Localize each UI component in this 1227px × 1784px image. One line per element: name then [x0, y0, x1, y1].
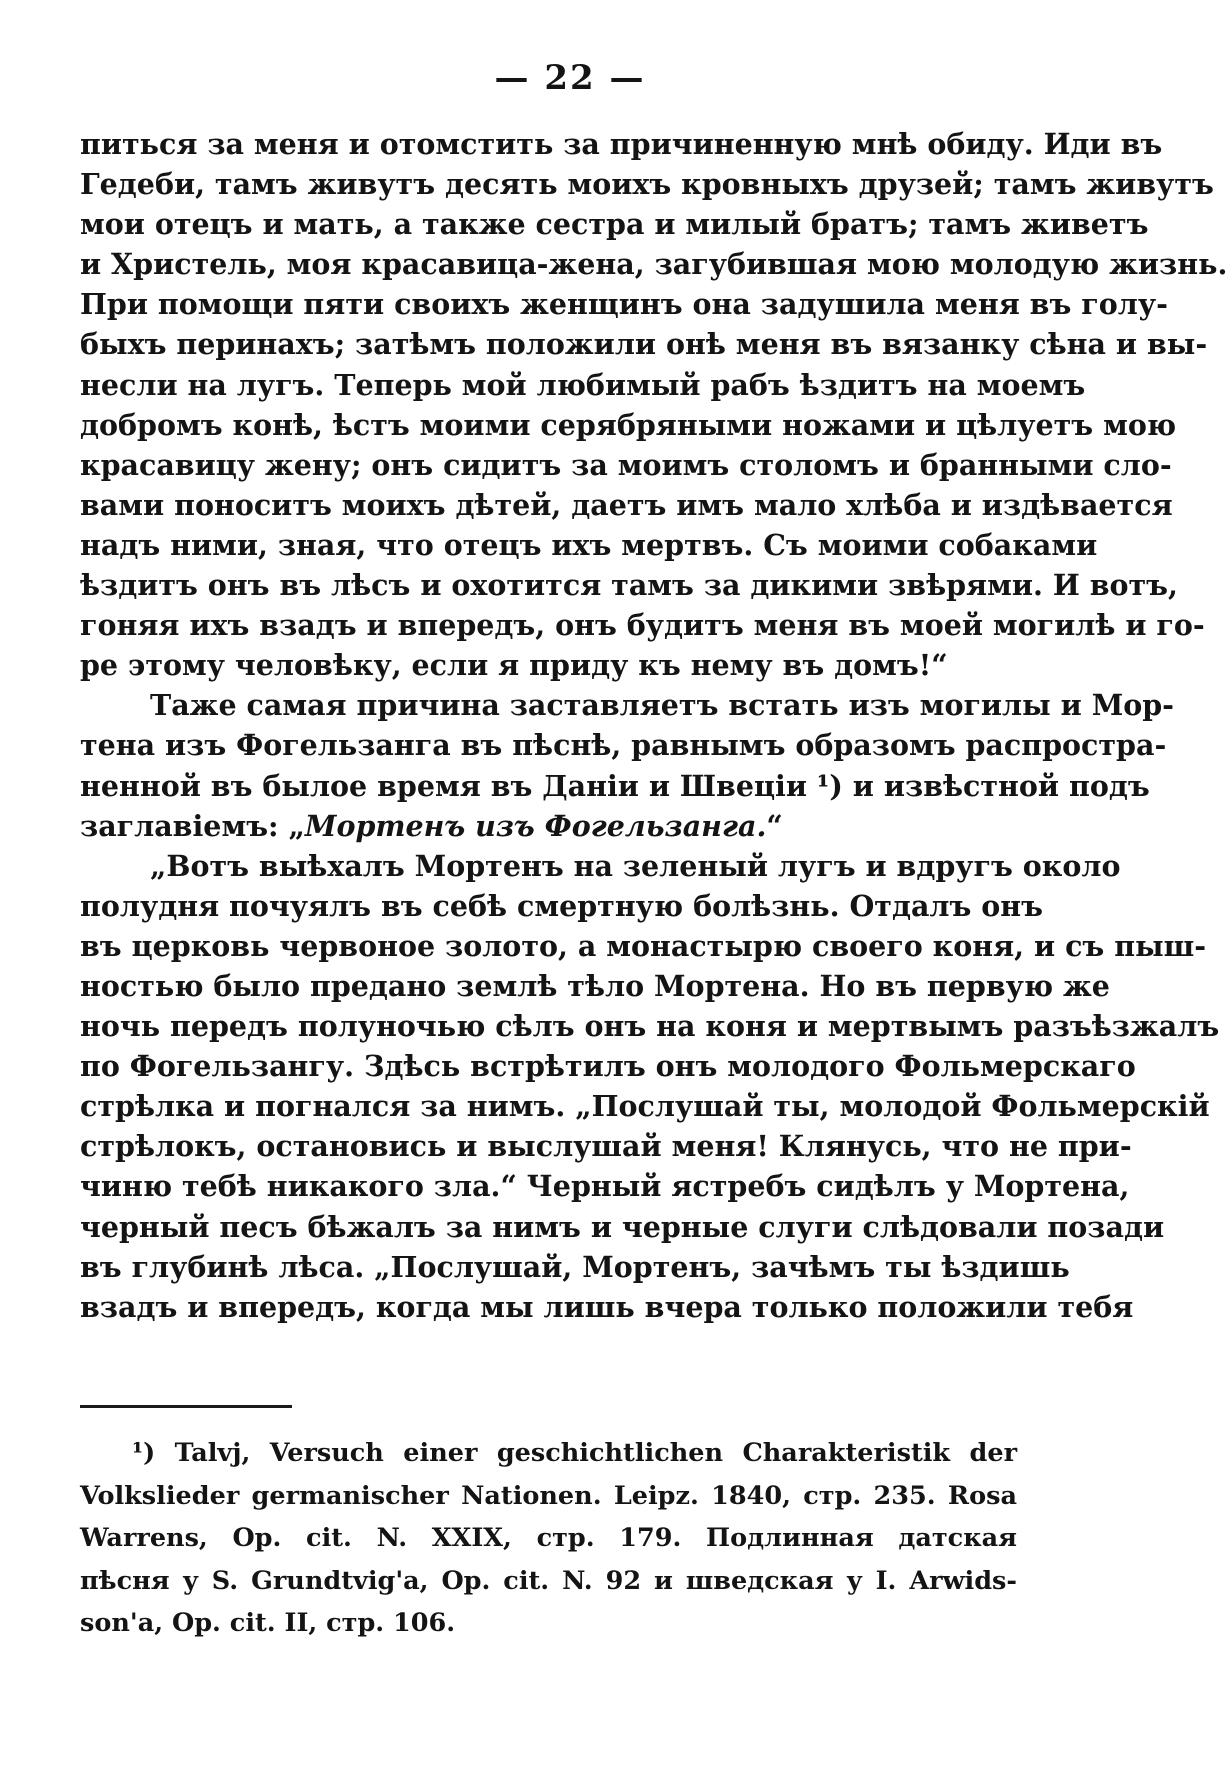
text-line: ре этому человѣку, если я приду къ нему въ домъ!“: [80, 648, 948, 683]
text-line: мои отецъ и мать, а также сестра и милый братъ; тамъ живетъ: [80, 207, 1149, 242]
text-line: по Фогельзангу. Здѣсь встрѣтилъ онъ молодого Фольмерскаго: [80, 1049, 1136, 1084]
text-line: ночь передъ полуночью сѣлъ онъ на коня и мертвымъ разъѣзжалъ: [80, 1009, 1220, 1044]
footnote-divider: [80, 1405, 292, 1408]
title-suffix: “: [766, 808, 783, 843]
footnote-line: ¹) Talvj, Versuch einer geschichtlichen Charakteristik der: [132, 1438, 1017, 1468]
main-text: [80, 124, 1227, 1327]
footnote-line: Warrens, Op. cit. N. XXIX, стр. 179. Подлинная датская: [80, 1523, 1017, 1553]
title-prefix: заглавіемъ: „: [80, 808, 305, 843]
text-line: надъ ними, зная, что отецъ ихъ мертвъ. Съ моими собаками: [80, 527, 1098, 562]
text-line: красавицу жену; онъ сидитъ за моимъ столомъ и бранными сло-: [80, 447, 1172, 482]
text-line: стрѣлка и погнался за нимъ. „Послушай ты, молодой Фольмерскій: [80, 1089, 1210, 1124]
text-line: взадъ и впередъ, когда мы лишь вчера только положили тебя: [80, 1289, 1134, 1324]
text-line: чиню тебѣ никакого зла.“ Черный ястребъ сидѣлъ у Мортена,: [80, 1169, 1130, 1204]
text-line: Гедеби, тамъ живутъ десять моихъ кровныхъ друзей; тамъ живутъ: [80, 167, 1214, 202]
footnote-line: son'a, Op. cit. II, стр. 106.: [80, 1608, 456, 1638]
text-line: гоняя ихъ взадъ и впередъ, онъ будитъ меня въ моей могилѣ и го-: [80, 608, 1205, 643]
text-line: полудня почуялъ въ себѣ смертную болѣзнь. Отдалъ онъ: [80, 888, 1044, 923]
song-title: Мортенъ изъ Фогельзанга.: [304, 808, 767, 843]
page-number: — 22 —: [494, 58, 646, 98]
footnote-line: пѣсня у S. Grundtvig'a, Op. cit. N. 92 и шведская у I. Arwids-: [80, 1565, 1017, 1596]
text-line: несли на лугъ. Теперь мой любимый рабъ ѣздитъ на моемъ: [80, 367, 1086, 402]
text-line: стрѣлокъ, остановись и выслушай меня! Клянусь, что не при-: [80, 1129, 1132, 1164]
text-line: ненной въ былое время въ Даніи и Швеціи ¹) и извѣстной подъ: [80, 768, 1150, 803]
text-line: и Христель, моя красавица-жена, загубившая мою молодую жизнь.: [80, 247, 1227, 282]
text-line: въ глубинѣ лѣса. „Послушай, Мортенъ, зачѣмъ ты ѣздишь: [80, 1249, 1070, 1284]
text-line: ностью было предано землѣ тѣло Мортена. Но въ первую же: [80, 968, 1110, 1003]
text-line: При помощи пяти своихъ женщинъ она задушила меня въ голу-: [80, 287, 1168, 322]
text-line: тена изъ Фогельзанга въ пѣснѣ, равнымъ образомъ распростра-: [80, 728, 1167, 763]
footnote: [80, 1432, 1017, 1645]
text-line: „Вотъ выѣхалъ Мортенъ на зеленый лугъ и вдругъ около: [150, 848, 1121, 883]
title-line: [80, 806, 1017, 846]
text-line: черный песъ бѣжалъ за нимъ и черные слуги слѣдовали позади: [80, 1209, 1165, 1244]
text-line: въ церковь червоное золото, а монастырю своего коня, и съ пыш-: [80, 928, 1207, 963]
text-line: ѣздитъ онъ въ лѣсъ и охотится тамъ за дикими звѣрями. И вотъ,: [80, 568, 1178, 603]
text-line: Таже самая причина заставляетъ встать изъ могилы и Мор-: [150, 688, 1175, 723]
text-line: вами поноситъ моихъ дѣтей, даетъ имъ мало хлѣба и издѣвается: [80, 487, 1173, 522]
footnote-line: Volkslieder germanischer Nationen. Leipz. 1840, стр. 235. Rosa: [80, 1480, 1017, 1511]
text-line: добромъ конѣ, ѣстъ моими серябряными ножами и цѣлуетъ мою: [80, 407, 1177, 442]
text-line: питься за меня и отомстить за причиненную мнѣ обиду. Иди въ: [80, 127, 1163, 161]
text-line: быхъ перинахъ; затѣмъ положили онѣ меня въ вязанку сѣна и вы-: [80, 327, 1208, 362]
